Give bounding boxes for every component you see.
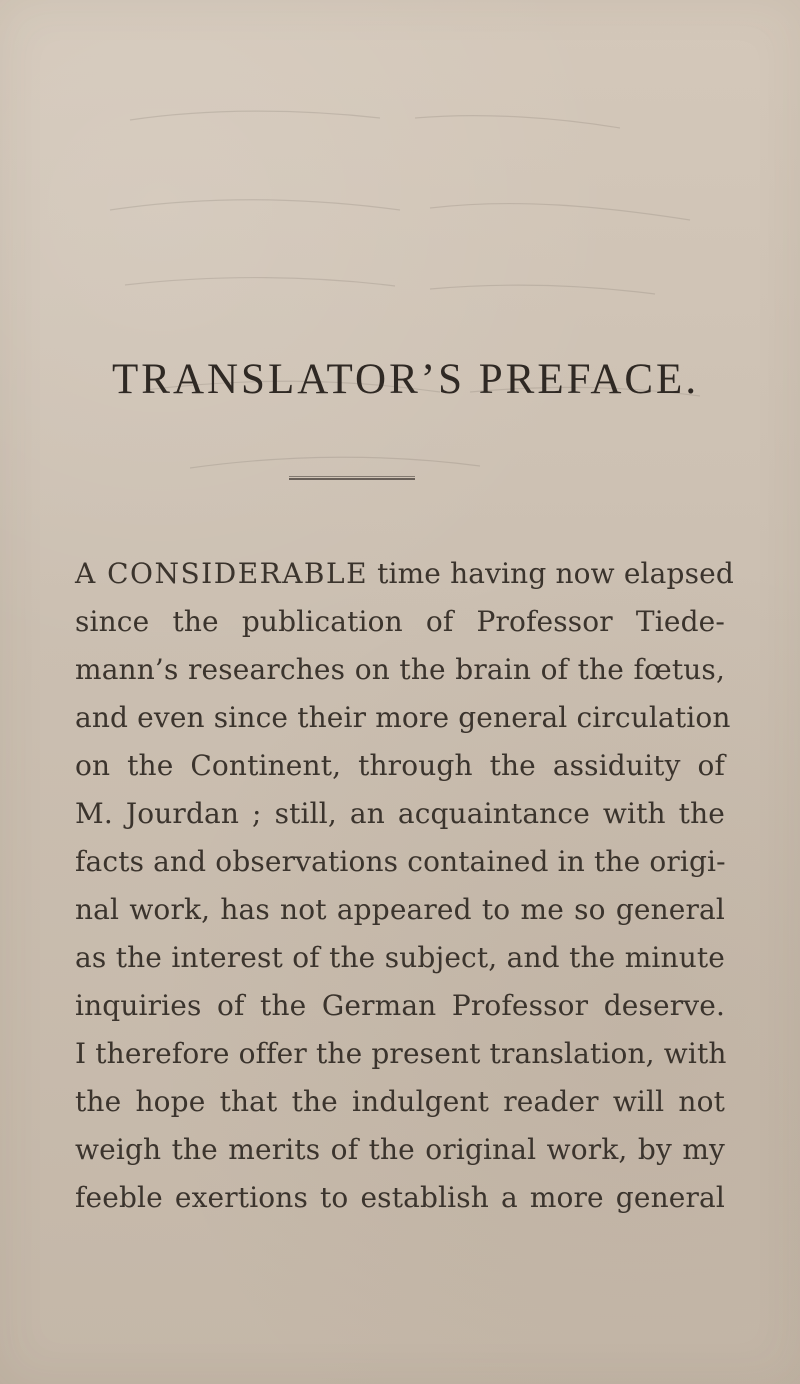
text-line-8: nal work, has not appeared to me so general (75, 893, 725, 926)
preface-body (75, 550, 734, 1222)
opening-small-caps: A CONSIDERABLE (75, 557, 369, 590)
text-line-14: feeble exertions to establish a more general (75, 1181, 725, 1214)
text-line-13: weigh the merits of the original work, by my (75, 1133, 725, 1166)
text-line-6: M. Jourdan ; still, an acquaintance with the (75, 797, 725, 830)
show-through-text (0, 0, 800, 520)
text-line-1 (75, 550, 734, 598)
text-line-2: since the publication of Professor Tiede- (75, 605, 725, 638)
text-line-5: on the Continent, through the assiduity of (75, 749, 725, 782)
title-rule (289, 476, 415, 480)
text-line-11: I therefore offer the present translation, with (75, 1037, 727, 1070)
text-line-9: as the interest of the subject, and the minute (75, 941, 725, 974)
text-line-7: facts and observations contained in the origi- (75, 845, 726, 878)
text-line-1-rest: time having now elapsed (368, 557, 734, 590)
text-line-10: inquiries of the German Professor deserve. (75, 989, 725, 1022)
page-title: TRANSLATOR’S PREFACE. (112, 356, 700, 403)
text-line-3: mann’s researches on the brain of the fœtus, (75, 653, 725, 686)
text-line-12: the hope that the indulgent reader will not (75, 1085, 725, 1118)
text-line-4: and even since their more general circulation (75, 701, 731, 734)
